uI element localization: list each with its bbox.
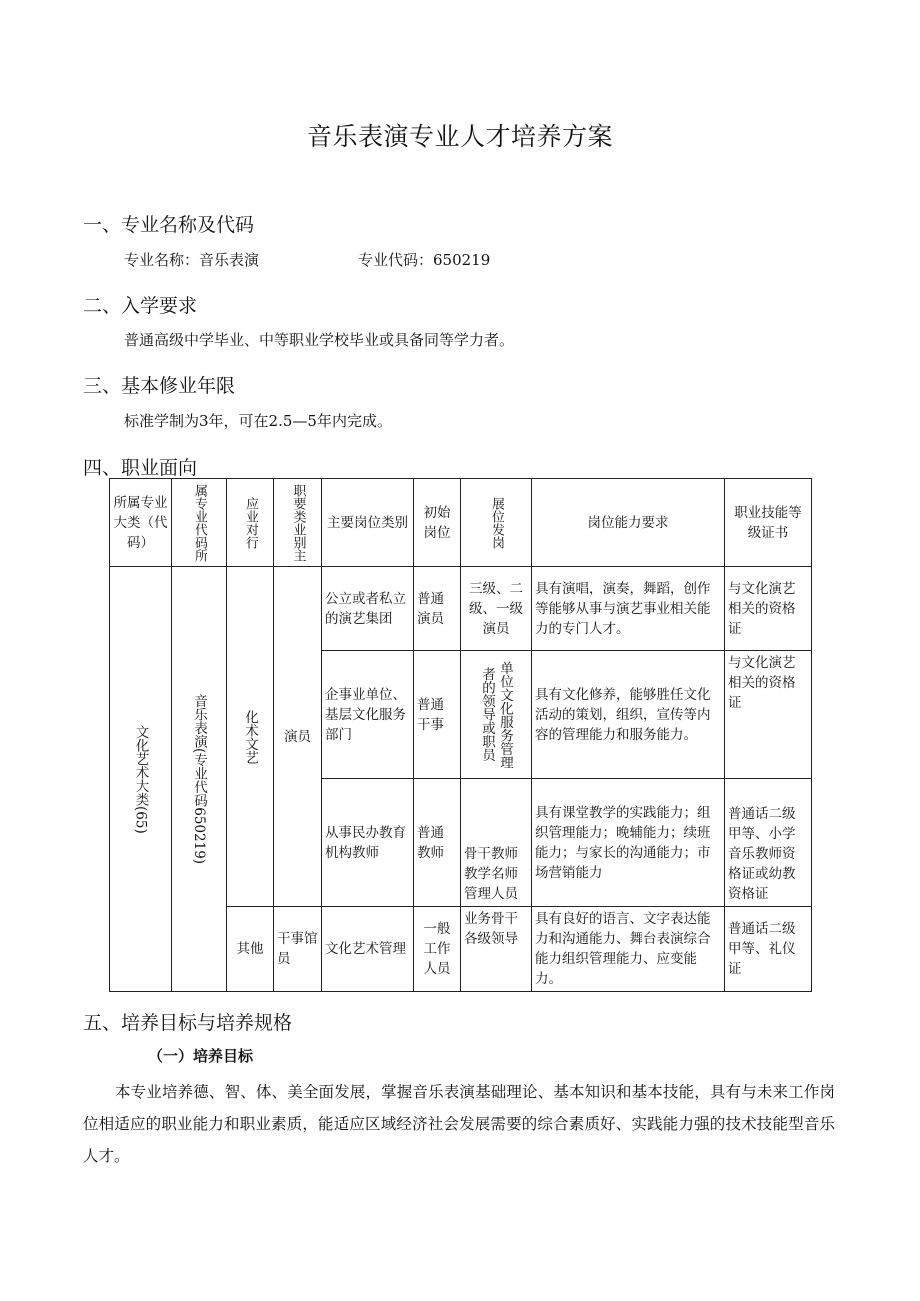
develop-cell: 三级、二级、一级演员 [461, 567, 532, 651]
ability-cell: 具有课堂教学的实践能力；组织管理能力；晚辅能力；续班能力；与家长的沟通能力；市场营销能力 [532, 779, 725, 907]
header-cell: 展位发岗 [461, 479, 532, 567]
section-1-heading: 一、专业名称及代码 [83, 214, 255, 236]
header-cell: 主要岗位类别 [322, 479, 414, 567]
cert-cell: 与文化演艺相关的资格证 [725, 651, 812, 779]
duration-text: 标准学制为3年，可在2.5—5年内完成。 [124, 412, 392, 430]
table-row [110, 567, 812, 651]
occupation-cell: 干事馆员 [274, 907, 322, 992]
industry-cell: 化术文艺 [227, 567, 274, 907]
header-cell: 初始岗位 [414, 479, 461, 567]
header-cell: 岗位能力要求 [532, 479, 725, 567]
develop-cell: 骨干教师教学名师管理人员 [461, 779, 532, 907]
initial-cell: 普通演员 [414, 567, 461, 651]
post-cell: 文化艺术管理 [322, 907, 414, 992]
major-name-line [124, 249, 259, 270]
header-cell: 职要类业别主 [274, 479, 322, 567]
ability-cell: 具有良好的语言、文字表达能力和沟通能力、舞台表演综合能力组织管理能力、应变能力。 [532, 907, 725, 992]
section-2-heading: 二、入学要求 [83, 295, 198, 317]
initial-cell: 普通干事 [414, 651, 461, 779]
occupation-cell: 演员 [274, 567, 322, 907]
major-cell: 音乐表演(专业代码650219) [172, 567, 227, 992]
initial-cell: 普通教师 [414, 779, 461, 907]
industry-cell: 其他 [227, 907, 274, 992]
initial-cell: 一般工作人员 [414, 907, 461, 992]
develop-cell: 单位文化服务管理者的领导或职员 [461, 651, 532, 779]
section-5-heading: 五、培养目标与培养规格 [83, 1012, 293, 1034]
header-cell: 属专业代码所 [172, 479, 227, 567]
cert-cell: 普通话二级甲等、小学音乐教师资格证或幼教资格证 [725, 779, 812, 907]
ability-cell: 具有演唱，演奏，舞蹈，创作等能够从事与演艺事业相关能力的专门人才。 [532, 567, 725, 651]
cert-cell: 与文化演艺相关的资格证 [725, 567, 812, 651]
header-cell: 职业技能等级证书 [725, 479, 812, 567]
table-header-row [110, 479, 812, 567]
post-cell: 从事民办教育机构教师 [322, 779, 414, 907]
major-code: 专业代码：650219 [358, 251, 491, 269]
header-cell: 所属专业大类（代码） [110, 479, 172, 567]
subsection-heading: （一）培养目标 [148, 1047, 254, 1065]
page-title: 音乐表演专业人才培养方案 [306, 122, 613, 151]
category-cell: 文化艺术大类(65) [110, 567, 172, 992]
develop-cell: 业务骨干各级领导 [461, 907, 532, 992]
section-4-heading: 四、职业面向 [83, 457, 198, 479]
goal-paragraph: 本专业培养德、智、体、美全面发展，掌握音乐表演基础理论、基本知识和基本技能，具有与未来工作岗位相适应的职业能力和职业素质，能适应区域经济社会发展需要的综合素质好、实践能力强的技术技能型音乐人才。 [83, 1083, 835, 1165]
major-name: 专业名称：音乐表演 [124, 251, 260, 269]
admission-text: 普通高级中学毕业、中等职业学校毕业或具备同等学力者。 [124, 331, 515, 349]
post-cell: 公立或者私立的演艺集团 [322, 567, 414, 651]
header-cell: 应业对行 [227, 479, 274, 567]
section-3-heading: 三、基本修业年限 [83, 375, 236, 397]
cert-cell: 普通话二级甲等、礼仪证 [725, 907, 812, 992]
post-cell: 企事业单位、基层文化服务部门 [322, 651, 414, 779]
career-table [109, 478, 812, 992]
ability-cell: 具有文化修养，能够胜任文化活动的策划，组织，宣传等内容的管理能力和服务能力。 [532, 651, 725, 779]
